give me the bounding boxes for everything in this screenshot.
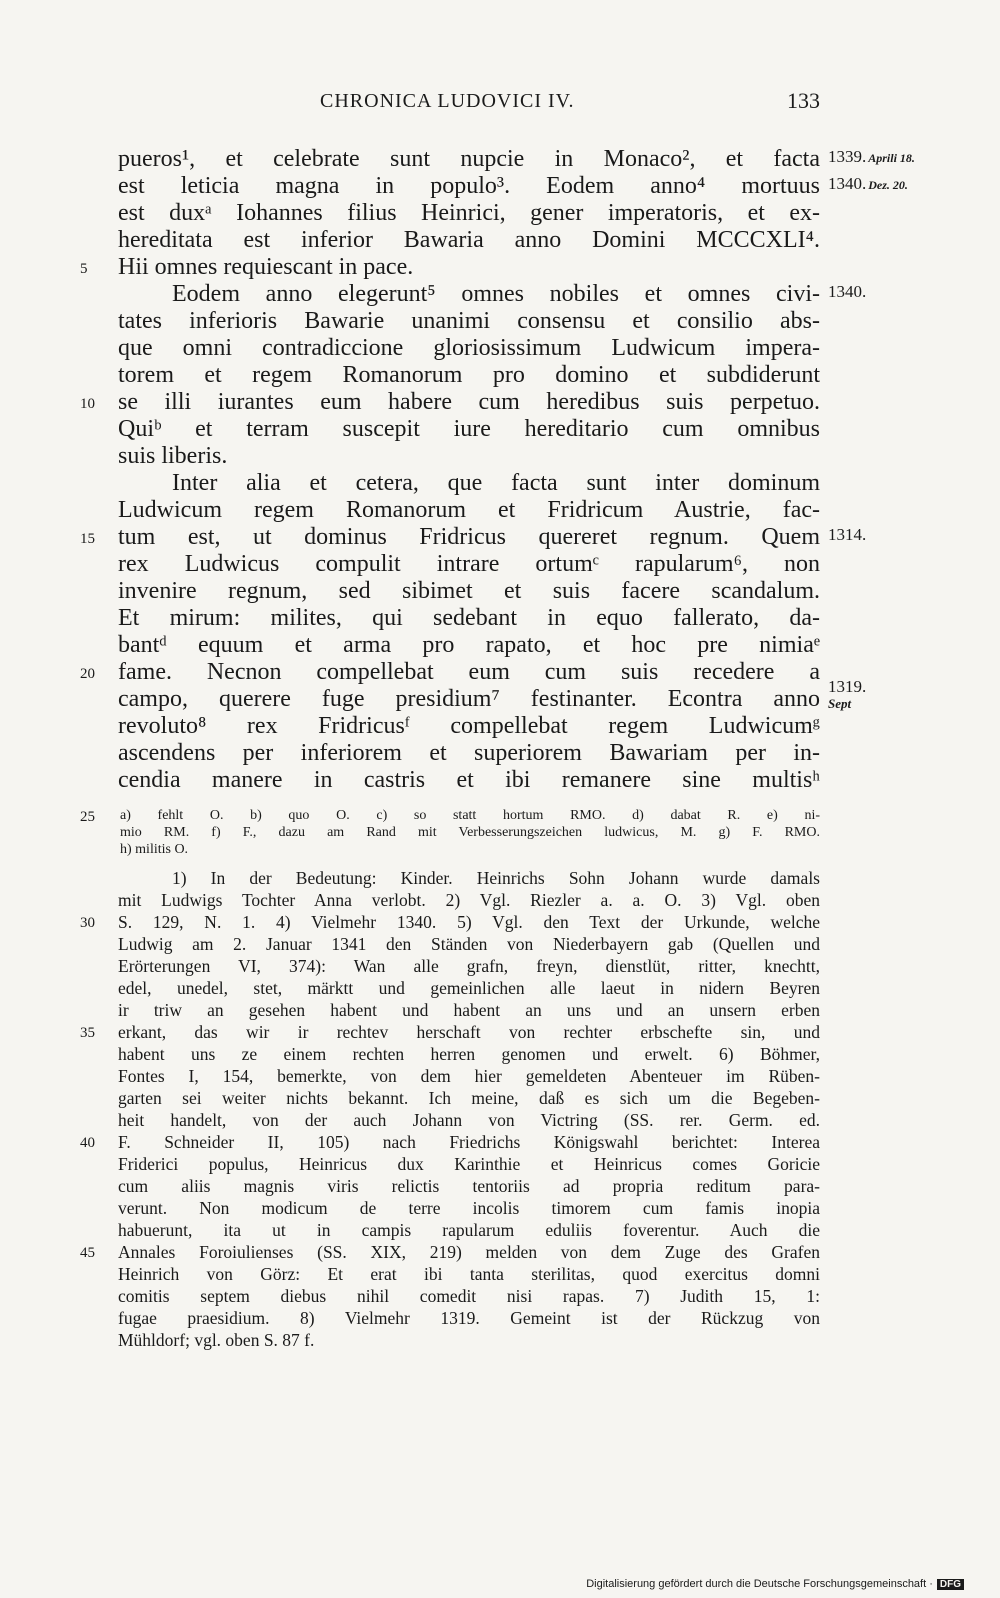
text-line: se illi iurantes eum habere cum heredibus suis perpetuo. [118, 389, 820, 415]
running-title: CHRONICA LUDOVICI IV. [320, 90, 575, 112]
text-line: Ludwicum regem Romanorum et Fridricum Austrie, fac- [118, 497, 820, 523]
text-line: rex Ludwicus compulit intrare ortumᶜ rapularum⁶, non [118, 551, 820, 577]
commentary-line: Erörterungen VI, 374): Wan alle grafn, freyn, dienstlüt, ritter, knechtt, [118, 956, 820, 976]
margin-date: 1340. Dez. 20. [828, 174, 908, 193]
text-line: bantᵈ equum et arma pro rapato, et hoc pre nimiaᵉ [118, 632, 820, 658]
textual-note: a) fehlt O. b) quo O. c) so statt hortum RMO. d) dabat R. e) ni- [120, 808, 820, 823]
commentary-line: 1) In der Bedeutung: Kinder. Heinrichs Sohn Johann wurde damals [172, 868, 820, 888]
commentary-line: edel, unedel, stet, märktt und gemeinlichen alle laeut in nidern Beyren [118, 978, 820, 998]
commentary-line: Fontes I, 154, bemerkte, von dem hier gemeldeten Abenteuer im Rüben- [118, 1066, 820, 1086]
line-number: 10 [80, 396, 95, 412]
commentary-line: Annales Foroiulienses (SS. XIX, 219) melden von dem Zuge des Grafen [118, 1242, 820, 1262]
line-number: 45 [80, 1245, 95, 1261]
footer-credit: Digitalisierung gefördert durch die Deutsche Forschungsgemeinschaft · [586, 1578, 933, 1590]
text-line: suis liberis. [118, 443, 228, 469]
margin-date: 1314. [828, 525, 867, 544]
commentary-line: S. 129, N. 1. 4) Vielmehr 1340. 5) Vgl. den Text der Urkunde, welche [118, 912, 820, 932]
commentary-line: cum aliis magnis viris relictis tentoriis ad propria reditum para- [118, 1176, 820, 1196]
commentary-line: Ludwig am 2. Januar 1341 den Ständen von Niederbayern gab (Quellen und [118, 934, 820, 954]
page-number: 133 [787, 88, 820, 113]
commentary-line: erkant, das wir ir rechtev herschaft von rechter erbschefte sin, und [118, 1022, 820, 1042]
text-line: campo, querere fuge presidium⁷ festinanter. Econtra anno [118, 686, 820, 712]
text-line: Quiᵇ et terram suscepit iure hereditario cum omnibus [118, 416, 820, 442]
line-number: 40 [80, 1135, 95, 1151]
text-line: hereditata est inferior Bawaria anno Domini MCCCXLI⁴. [118, 227, 820, 253]
line-number: 20 [80, 666, 95, 682]
text-line: ascendens per inferiorem et superiorem Bawariam per in- [118, 740, 820, 766]
text-line: revoluto⁸ rex Fridricusᶠ compellebat regem Ludwicumᵍ [118, 713, 820, 739]
text-line: est leticia magna in populo³. Eodem anno⁴ mortuus [118, 173, 820, 199]
line-number: 5 [80, 261, 88, 277]
line-number: 25 [80, 809, 95, 825]
text-line: cendia manere in castris et ibi remanere sine multisʰ [118, 767, 820, 793]
commentary-line: mit Ludwigs Tochter Anna verlobt. 2) Vgl. Riezler a. a. O. 3) Vgl. oben [118, 890, 820, 910]
text-line: est duxᵃ Iohannes filius Heinrici, gener imperatoris, et ex- [118, 200, 820, 226]
text-line: Et mirum: milites, qui sedebant in equo fallerato, da- [118, 605, 820, 631]
margin-date: 1339. Aprili 18. [828, 147, 915, 166]
text-line: fame. Necnon compellebat eum cum suis recedere a [118, 659, 820, 685]
commentary-line: ir triw an gesehen habent und habent an uns und an unsern erben [118, 1000, 820, 1020]
commentary-line: fugae praesidium. 8) Vielmehr 1319. Gemeint ist der Rückzug von [118, 1308, 820, 1328]
line-number: 35 [80, 1025, 95, 1041]
margin-date: 1319. Sept [828, 677, 867, 711]
textual-note: mio RM. f) F., dazu am Rand mit Verbesserungszeichen ludwicus, M. g) F. RMO. [120, 825, 820, 840]
commentary-line: Heinrich von Görz: Et erat ibi tanta sterilitas, quod exercitus domni [118, 1264, 820, 1284]
text-line: que omni contradiccione gloriosissimum Ludwicum impera- [118, 335, 820, 361]
commentary-line: Friderici populus, Heinricus dux Karinthie et Heinricus comes Goricie [118, 1154, 820, 1174]
text-line: invenire regnum, sed sibimet et suis facere scandalum. [118, 578, 820, 604]
textual-note: h) militis O. [120, 842, 189, 857]
dfg-logo: DFG [937, 1579, 964, 1590]
commentary-line: verunt. Non modicum de terre incolis timorem cum famis inopia [118, 1198, 820, 1218]
commentary-line: Mühldorf; vgl. oben S. 87 f. [118, 1330, 315, 1350]
text-line: tates inferioris Bawarie unanimi consensu et consilio abs- [118, 308, 820, 334]
text-line: torem et regem Romanorum pro domino et subdiderunt [118, 362, 820, 388]
commentary-line: garten sei weiter nichts bekannt. Ich meine, daß es sich um die Begeben- [118, 1088, 820, 1108]
commentary-line: F. Schneider II, 105) nach Friedrichs Königswahl berichtet: Interea [118, 1132, 820, 1152]
running-header [120, 90, 820, 118]
text-line: Hii omnes requiescant in pace. [118, 254, 414, 280]
text-line: Eodem anno elegerunt⁵ omnes nobiles et omnes civi- [172, 281, 820, 307]
commentary-line: habent uns ze einem rechten herren genomen und erwelt. 6) Böhmer, [118, 1044, 820, 1064]
commentary-line: heit handelt, von der auch Johann von Victring (SS. rer. Germ. ed. [118, 1110, 820, 1130]
commentary-line: habuerunt, ita ut in campis rapularum eduliis foverentur. Auch die [118, 1220, 820, 1240]
commentary-line: comitis septem diebus nihil comedit nisi rapas. 7) Judith 15, 1: [118, 1286, 820, 1306]
text-line: tum est, ut dominus Fridricus quereret regnum. Quem [118, 524, 820, 550]
text-line: pueros¹, et celebrate sunt nupcie in Monaco², et facta [118, 146, 820, 172]
text-line: Inter alia et cetera, que facta sunt inter dominum [172, 470, 820, 496]
margin-date: 1340. [828, 282, 867, 301]
line-number: 15 [80, 531, 95, 547]
digitization-footer [586, 1578, 964, 1590]
line-number: 30 [80, 915, 95, 931]
